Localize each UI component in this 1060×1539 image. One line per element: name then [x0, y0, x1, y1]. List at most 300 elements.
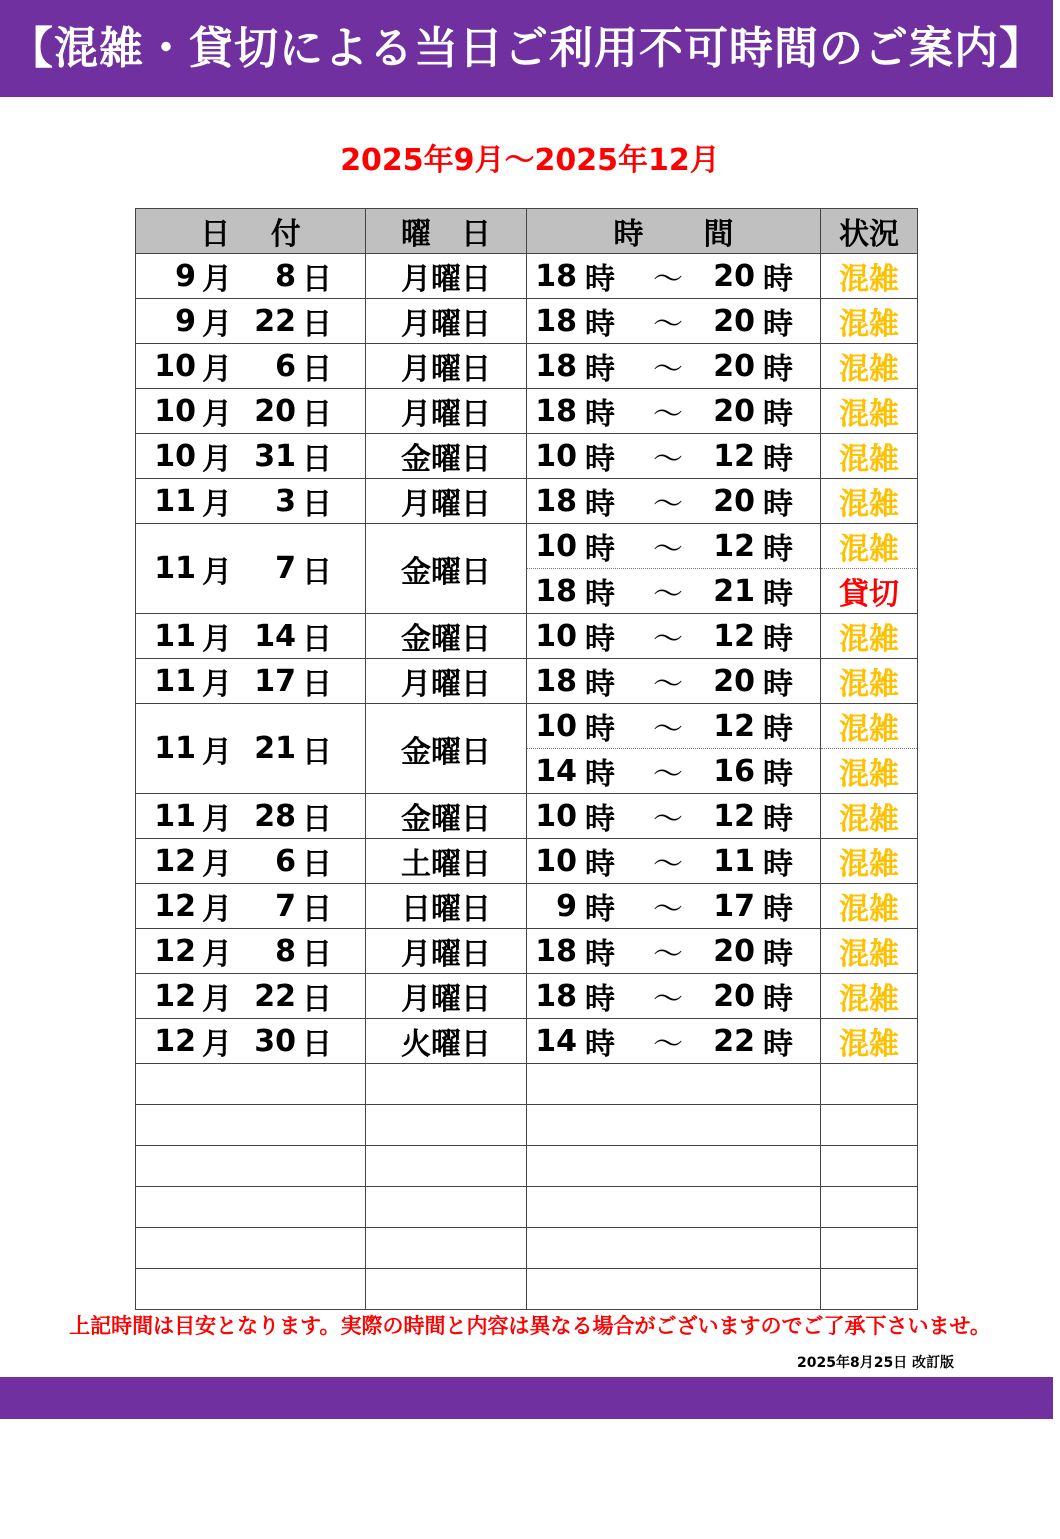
hour-unit: 時 — [763, 532, 793, 567]
day-number: 7 — [275, 888, 296, 924]
day-number: 8 — [275, 258, 296, 294]
day-unit: 日 — [302, 442, 332, 477]
day-unit: 日 — [302, 554, 332, 590]
hour-unit: 時 — [763, 397, 793, 432]
month-unit: 月 — [202, 802, 232, 837]
hour-unit: 時 — [585, 937, 615, 972]
time-range — [527, 974, 820, 1018]
status-cell — [821, 749, 918, 794]
start-hour: 18 — [535, 258, 577, 294]
status-busy: 混雑 — [839, 532, 899, 567]
day-unit: 日 — [302, 802, 332, 837]
start-hour: 10 — [535, 798, 577, 834]
hour-unit: 時 — [585, 532, 615, 567]
time-cell — [527, 704, 821, 749]
time-range — [527, 524, 820, 568]
time-range — [527, 299, 820, 343]
month-unit: 月 — [202, 734, 232, 770]
header-weekday: 曜 日 — [366, 209, 527, 254]
month-number: 11 — [154, 618, 196, 654]
status-busy: 混雑 — [839, 262, 899, 297]
schedule-table — [135, 208, 918, 1310]
time-cell — [527, 479, 821, 524]
hour-unit: 時 — [585, 622, 615, 657]
header-status: 状況 — [821, 209, 918, 254]
time-cell — [527, 389, 821, 434]
day-number: 22 — [254, 978, 296, 1014]
table-row — [136, 794, 918, 839]
range-separator: ～ — [653, 487, 683, 522]
table-row — [136, 929, 918, 974]
time-cell — [527, 839, 821, 884]
table-row — [136, 299, 918, 344]
month-number: 9 — [175, 303, 196, 339]
month-number: 11 — [154, 663, 196, 699]
empty-cell — [527, 1187, 821, 1228]
end-hour: 20 — [713, 978, 755, 1014]
end-hour: 16 — [713, 753, 755, 789]
weekday-cell: 金曜日 — [366, 434, 527, 479]
status-busy: 混雑 — [839, 802, 899, 837]
time-range — [527, 569, 820, 613]
end-hour: 12 — [713, 528, 755, 564]
status-cell — [821, 479, 918, 524]
time-cell — [527, 299, 821, 344]
month-number: 11 — [154, 483, 196, 519]
table-row — [136, 389, 918, 434]
day-number: 30 — [254, 1023, 296, 1059]
day-number: 21 — [254, 731, 296, 766]
weekday-cell: 金曜日 — [366, 704, 527, 794]
hour-unit: 時 — [763, 622, 793, 657]
hour-unit: 時 — [585, 712, 615, 747]
date-value — [136, 794, 365, 838]
date-value — [136, 839, 365, 883]
date-value — [136, 479, 365, 523]
day-unit: 日 — [302, 667, 332, 702]
range-separator: ～ — [653, 307, 683, 342]
start-hour: 10 — [535, 528, 577, 564]
start-hour: 18 — [535, 663, 577, 699]
time-range — [527, 344, 820, 388]
table-row — [136, 479, 918, 524]
date-cell — [136, 614, 366, 659]
end-hour: 20 — [713, 933, 755, 969]
status-cell — [821, 299, 918, 344]
weekday-cell: 月曜日 — [366, 254, 527, 299]
empty-cell — [527, 1269, 821, 1310]
empty-cell — [136, 1064, 366, 1105]
day-unit: 日 — [302, 352, 332, 387]
start-hour: 18 — [535, 303, 577, 339]
month-number: 12 — [154, 933, 196, 969]
status-busy: 混雑 — [839, 667, 899, 702]
day-unit: 日 — [302, 937, 332, 972]
day-unit: 日 — [302, 734, 332, 770]
end-hour: 20 — [713, 483, 755, 519]
start-hour: 14 — [535, 753, 577, 789]
date-cell — [136, 929, 366, 974]
status-busy: 混雑 — [839, 442, 899, 477]
month-number: 10 — [154, 393, 196, 429]
time-cell — [527, 929, 821, 974]
month-unit: 月 — [202, 667, 232, 702]
day-unit: 日 — [302, 397, 332, 432]
status-cell — [821, 704, 918, 749]
date-value — [136, 344, 365, 388]
empty-row — [136, 1269, 918, 1310]
date-cell — [136, 344, 366, 389]
date-cell — [136, 839, 366, 884]
status-busy: 混雑 — [839, 397, 899, 432]
empty-cell — [136, 1269, 366, 1310]
status-busy: 混雑 — [839, 1027, 899, 1062]
hour-unit: 時 — [585, 757, 615, 792]
time-range — [527, 929, 820, 973]
day-number: 17 — [254, 663, 296, 699]
time-cell — [527, 794, 821, 839]
start-hour: 18 — [535, 933, 577, 969]
start-hour: 18 — [535, 393, 577, 429]
month-number: 10 — [154, 438, 196, 474]
status-cell — [821, 974, 918, 1019]
empty-cell — [136, 1228, 366, 1269]
status-cell — [821, 794, 918, 839]
range-separator: ～ — [653, 712, 683, 747]
date-cell — [136, 659, 366, 704]
empty-cell — [821, 1269, 918, 1310]
hour-unit: 時 — [585, 802, 615, 837]
status-busy: 混雑 — [839, 892, 899, 927]
range-separator: ～ — [653, 982, 683, 1017]
range-separator: ～ — [653, 532, 683, 567]
time-cell — [527, 254, 821, 299]
weekday-cell: 月曜日 — [366, 299, 527, 344]
date-cell — [136, 299, 366, 344]
month-unit: 月 — [202, 487, 232, 522]
date-value — [136, 704, 365, 793]
time-range — [527, 1019, 820, 1063]
weekday-cell: 金曜日 — [366, 794, 527, 839]
date-value — [136, 434, 365, 478]
hour-unit: 時 — [585, 577, 615, 612]
day-number: 31 — [254, 438, 296, 474]
status-busy: 混雑 — [839, 937, 899, 972]
start-hour: 18 — [535, 348, 577, 384]
time-range — [527, 614, 820, 658]
hour-unit: 時 — [585, 667, 615, 702]
day-number: 22 — [254, 303, 296, 339]
hour-unit: 時 — [763, 847, 793, 882]
date-cell — [136, 794, 366, 839]
hour-unit: 時 — [763, 937, 793, 972]
month-number: 12 — [154, 978, 196, 1014]
empty-cell — [821, 1146, 918, 1187]
empty-cell — [366, 1187, 527, 1228]
status-busy: 混雑 — [839, 622, 899, 657]
status-cell — [821, 659, 918, 704]
month-number: 12 — [154, 843, 196, 879]
hour-unit: 時 — [585, 442, 615, 477]
date-cell — [136, 1019, 366, 1064]
month-unit: 月 — [202, 1027, 232, 1062]
month-number: 10 — [154, 348, 196, 384]
day-unit: 日 — [302, 847, 332, 882]
page-title: 【混雑・貸切による当日ご利用不可時間のご案内】 — [9, 23, 1044, 74]
end-hour: 12 — [713, 708, 755, 744]
day-unit: 日 — [302, 307, 332, 342]
range-separator: ～ — [653, 667, 683, 702]
range-separator: ～ — [653, 937, 683, 972]
hour-unit: 時 — [763, 487, 793, 522]
day-number: 20 — [254, 393, 296, 429]
date-value — [136, 929, 365, 973]
page-title-banner — [0, 0, 1053, 97]
hour-unit: 時 — [585, 1027, 615, 1062]
empty-cell — [821, 1187, 918, 1228]
date-cell — [136, 254, 366, 299]
status-busy: 混雑 — [839, 982, 899, 1017]
date-cell — [136, 974, 366, 1019]
date-value — [136, 974, 365, 1018]
time-range — [527, 839, 820, 883]
range-separator: ～ — [653, 847, 683, 882]
date-value — [136, 389, 365, 433]
start-hour: 18 — [535, 978, 577, 1014]
status-cell — [821, 524, 918, 569]
date-cell — [136, 479, 366, 524]
month-number: 11 — [154, 731, 196, 766]
empty-row — [136, 1064, 918, 1105]
end-hour: 20 — [713, 663, 755, 699]
schedule-body — [136, 254, 918, 1310]
weekday-cell: 月曜日 — [366, 389, 527, 434]
date-cell — [136, 524, 366, 614]
weekday-cell: 月曜日 — [366, 479, 527, 524]
empty-cell — [366, 1228, 527, 1269]
empty-cell — [527, 1228, 821, 1269]
empty-row — [136, 1105, 918, 1146]
hour-unit: 時 — [585, 397, 615, 432]
range-separator: ～ — [653, 352, 683, 387]
time-range — [527, 884, 820, 928]
date-value — [136, 299, 365, 343]
hour-unit: 時 — [763, 712, 793, 747]
start-hour: 18 — [535, 573, 577, 609]
table-row — [136, 434, 918, 479]
start-hour: 14 — [535, 1023, 577, 1059]
month-unit: 月 — [202, 847, 232, 882]
time-cell — [527, 344, 821, 389]
empty-cell — [136, 1187, 366, 1228]
date-value — [136, 659, 365, 703]
table-row — [136, 974, 918, 1019]
empty-cell — [527, 1064, 821, 1105]
status-busy: 混雑 — [839, 757, 899, 792]
end-hour: 20 — [713, 393, 755, 429]
month-unit: 月 — [202, 554, 232, 590]
range-separator: ～ — [653, 892, 683, 927]
time-cell — [527, 434, 821, 479]
table-row — [136, 839, 918, 884]
day-number: 7 — [275, 551, 296, 586]
month-unit: 月 — [202, 397, 232, 432]
date-cell — [136, 704, 366, 794]
status-cell — [821, 434, 918, 479]
weekday-cell: 月曜日 — [366, 344, 527, 389]
time-cell — [527, 524, 821, 569]
status-cell — [821, 1019, 918, 1064]
end-hour: 17 — [713, 888, 755, 924]
hour-unit: 時 — [763, 1027, 793, 1062]
start-hour: 10 — [535, 438, 577, 474]
revision-date: 2025年8月25日 改訂版 — [797, 1355, 955, 1371]
period-heading: 2025年9月～2025年12月 — [340, 143, 720, 178]
empty-cell — [366, 1105, 527, 1146]
date-value — [136, 614, 365, 658]
month-unit: 月 — [202, 442, 232, 477]
month-number: 9 — [175, 258, 196, 294]
month-unit: 月 — [202, 307, 232, 342]
empty-cell — [366, 1269, 527, 1310]
empty-cell — [366, 1064, 527, 1105]
day-number: 28 — [254, 798, 296, 834]
hour-unit: 時 — [585, 982, 615, 1017]
time-range — [527, 254, 820, 298]
status-cell — [821, 344, 918, 389]
time-range — [527, 794, 820, 838]
month-number: 11 — [154, 798, 196, 834]
date-value — [136, 884, 365, 928]
day-number: 3 — [275, 483, 296, 519]
status-reserved: 貸切 — [839, 577, 899, 612]
empty-row — [136, 1146, 918, 1187]
day-unit: 日 — [302, 892, 332, 927]
month-unit: 月 — [202, 937, 232, 972]
hour-unit: 時 — [763, 982, 793, 1017]
empty-cell — [136, 1146, 366, 1187]
weekday-cell: 金曜日 — [366, 614, 527, 659]
table-row — [136, 704, 918, 749]
end-hour: 11 — [713, 843, 755, 879]
status-busy: 混雑 — [839, 487, 899, 522]
start-hour: 9 — [556, 888, 577, 924]
end-hour: 12 — [713, 798, 755, 834]
month-unit: 月 — [202, 982, 232, 1017]
day-number: 8 — [275, 933, 296, 969]
empty-cell — [821, 1105, 918, 1146]
table-header-row — [136, 209, 918, 254]
weekday-cell: 月曜日 — [366, 974, 527, 1019]
hour-unit: 時 — [763, 262, 793, 297]
weekday-cell: 月曜日 — [366, 929, 527, 974]
day-number: 6 — [275, 843, 296, 879]
range-separator: ～ — [653, 622, 683, 657]
end-hour: 21 — [713, 573, 755, 609]
hour-unit: 時 — [763, 892, 793, 927]
hour-unit: 時 — [585, 307, 615, 342]
hour-unit: 時 — [763, 352, 793, 387]
month-number: 12 — [154, 888, 196, 924]
hour-unit: 時 — [763, 757, 793, 792]
table-row — [136, 659, 918, 704]
month-unit: 月 — [202, 352, 232, 387]
date-cell — [136, 389, 366, 434]
start-hour: 18 — [535, 483, 577, 519]
status-cell — [821, 929, 918, 974]
empty-row — [136, 1187, 918, 1228]
range-separator: ～ — [653, 442, 683, 477]
end-hour: 20 — [713, 258, 755, 294]
range-separator: ～ — [653, 1027, 683, 1062]
footer-bar — [0, 1377, 1053, 1419]
start-hour: 10 — [535, 843, 577, 879]
end-hour: 22 — [713, 1023, 755, 1059]
status-cell — [821, 614, 918, 659]
status-busy: 混雑 — [839, 307, 899, 342]
table-row — [136, 614, 918, 659]
start-hour: 10 — [535, 708, 577, 744]
time-range — [527, 659, 820, 703]
empty-cell — [366, 1146, 527, 1187]
end-hour: 12 — [713, 438, 755, 474]
time-range — [527, 749, 820, 793]
table-row — [136, 1019, 918, 1064]
month-unit: 月 — [202, 892, 232, 927]
empty-cell — [527, 1146, 821, 1187]
status-cell — [821, 839, 918, 884]
hour-unit: 時 — [763, 667, 793, 702]
day-number: 14 — [254, 618, 296, 654]
date-value — [136, 254, 365, 298]
end-hour: 20 — [713, 303, 755, 339]
status-cell — [821, 389, 918, 434]
weekday-cell: 火曜日 — [366, 1019, 527, 1064]
hour-unit: 時 — [763, 802, 793, 837]
status-cell — [821, 884, 918, 929]
day-unit: 日 — [302, 262, 332, 297]
date-value — [136, 524, 365, 613]
hour-unit: 時 — [585, 892, 615, 927]
date-cell — [136, 884, 366, 929]
time-range — [527, 434, 820, 478]
weekday-cell: 月曜日 — [366, 659, 527, 704]
range-separator: ～ — [653, 577, 683, 612]
table-row — [136, 344, 918, 389]
header-date: 日 付 — [136, 209, 366, 254]
empty-cell — [821, 1228, 918, 1269]
date-value — [136, 1019, 365, 1063]
range-separator: ～ — [653, 397, 683, 432]
time-cell — [527, 974, 821, 1019]
range-separator: ～ — [653, 802, 683, 837]
status-busy: 混雑 — [839, 847, 899, 882]
disclaimer-note: 上記時間は目安となります。実際の時間と内容は異なる場合がございますのでご了承下さいませ。 — [69, 1314, 991, 1338]
hour-unit: 時 — [585, 262, 615, 297]
status-busy: 混雑 — [839, 352, 899, 387]
end-hour: 20 — [713, 348, 755, 384]
hour-unit: 時 — [585, 847, 615, 882]
hour-unit: 時 — [763, 307, 793, 342]
header-time: 時 間 — [527, 209, 821, 254]
range-separator: ～ — [653, 757, 683, 792]
weekday-cell: 土曜日 — [366, 839, 527, 884]
month-unit: 月 — [202, 622, 232, 657]
time-cell — [527, 659, 821, 704]
date-cell — [136, 434, 366, 479]
time-range — [527, 704, 820, 748]
month-number: 12 — [154, 1023, 196, 1059]
